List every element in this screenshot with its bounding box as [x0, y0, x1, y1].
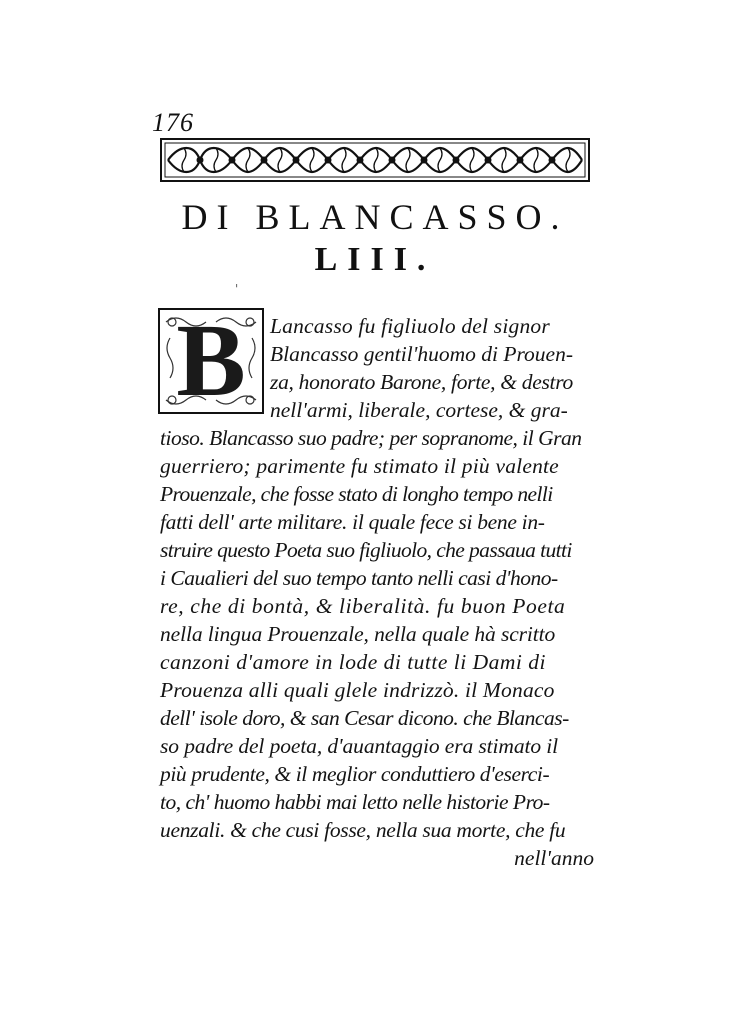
text-line: nella lingua Prouenzale, nella quale hà scritto: [160, 622, 556, 646]
text-line: so padre del poeta, d'auantaggio era stimato il: [160, 734, 559, 758]
text-line: Lancasso fu figliuolo del signor: [270, 314, 550, 338]
ornamental-headband: [160, 138, 590, 182]
decorated-initial: [158, 303, 264, 418]
text-line: struire questo Poeta suo figliuolo, che passaua tutti: [160, 538, 572, 562]
text-line: guerriero; parimente fu stimato il più valente: [160, 454, 559, 478]
page-number: 176: [152, 108, 194, 137]
text-line: Blancasso gentil'huomo di Prouen-: [270, 342, 573, 366]
text-line: Prouenza alli quali glele indrizzò. il Monaco: [160, 678, 555, 702]
text-line: uenzali. & che cusi fosse, nella sua morte, che fu: [160, 818, 566, 842]
chapter-number: LIII.: [314, 241, 436, 278]
chapter-title: DI BLANCASSO.: [181, 197, 569, 237]
text-line: dell' isole doro, & san Cesar dicono. che Blancas-: [160, 706, 569, 730]
catchword: nell'anno: [514, 846, 594, 870]
text-line: i Caualieri del suo tempo tanto nelli casi d'hono-: [160, 566, 558, 590]
text-line: canzoni d'amore in lode di tutte li Dami di: [160, 650, 546, 674]
text-line: re, che di bontà, & liberalità. fu buon Poeta: [160, 594, 566, 618]
initial-letter: B: [176, 303, 246, 418]
stray-mark: ': [235, 282, 239, 296]
text-line: nell'armi, liberale, cortese, & gra-: [270, 398, 568, 422]
text-line: fatti dell' arte militare. il quale fece si bene in-: [160, 510, 545, 534]
text-line: za, honorato Barone, forte, & destro: [270, 370, 573, 394]
text-line: to, ch' huomo habbi mai letto nelle historie Pro-: [160, 790, 550, 814]
text-line: Prouenzale, che fosse stato di longho tempo nelli: [160, 482, 553, 506]
text-line: tioso. Blancasso suo padre; per sopranome, il Gran: [160, 426, 582, 450]
text-line: più prudente, & il meglior conduttiero d'eserci-: [160, 762, 550, 786]
